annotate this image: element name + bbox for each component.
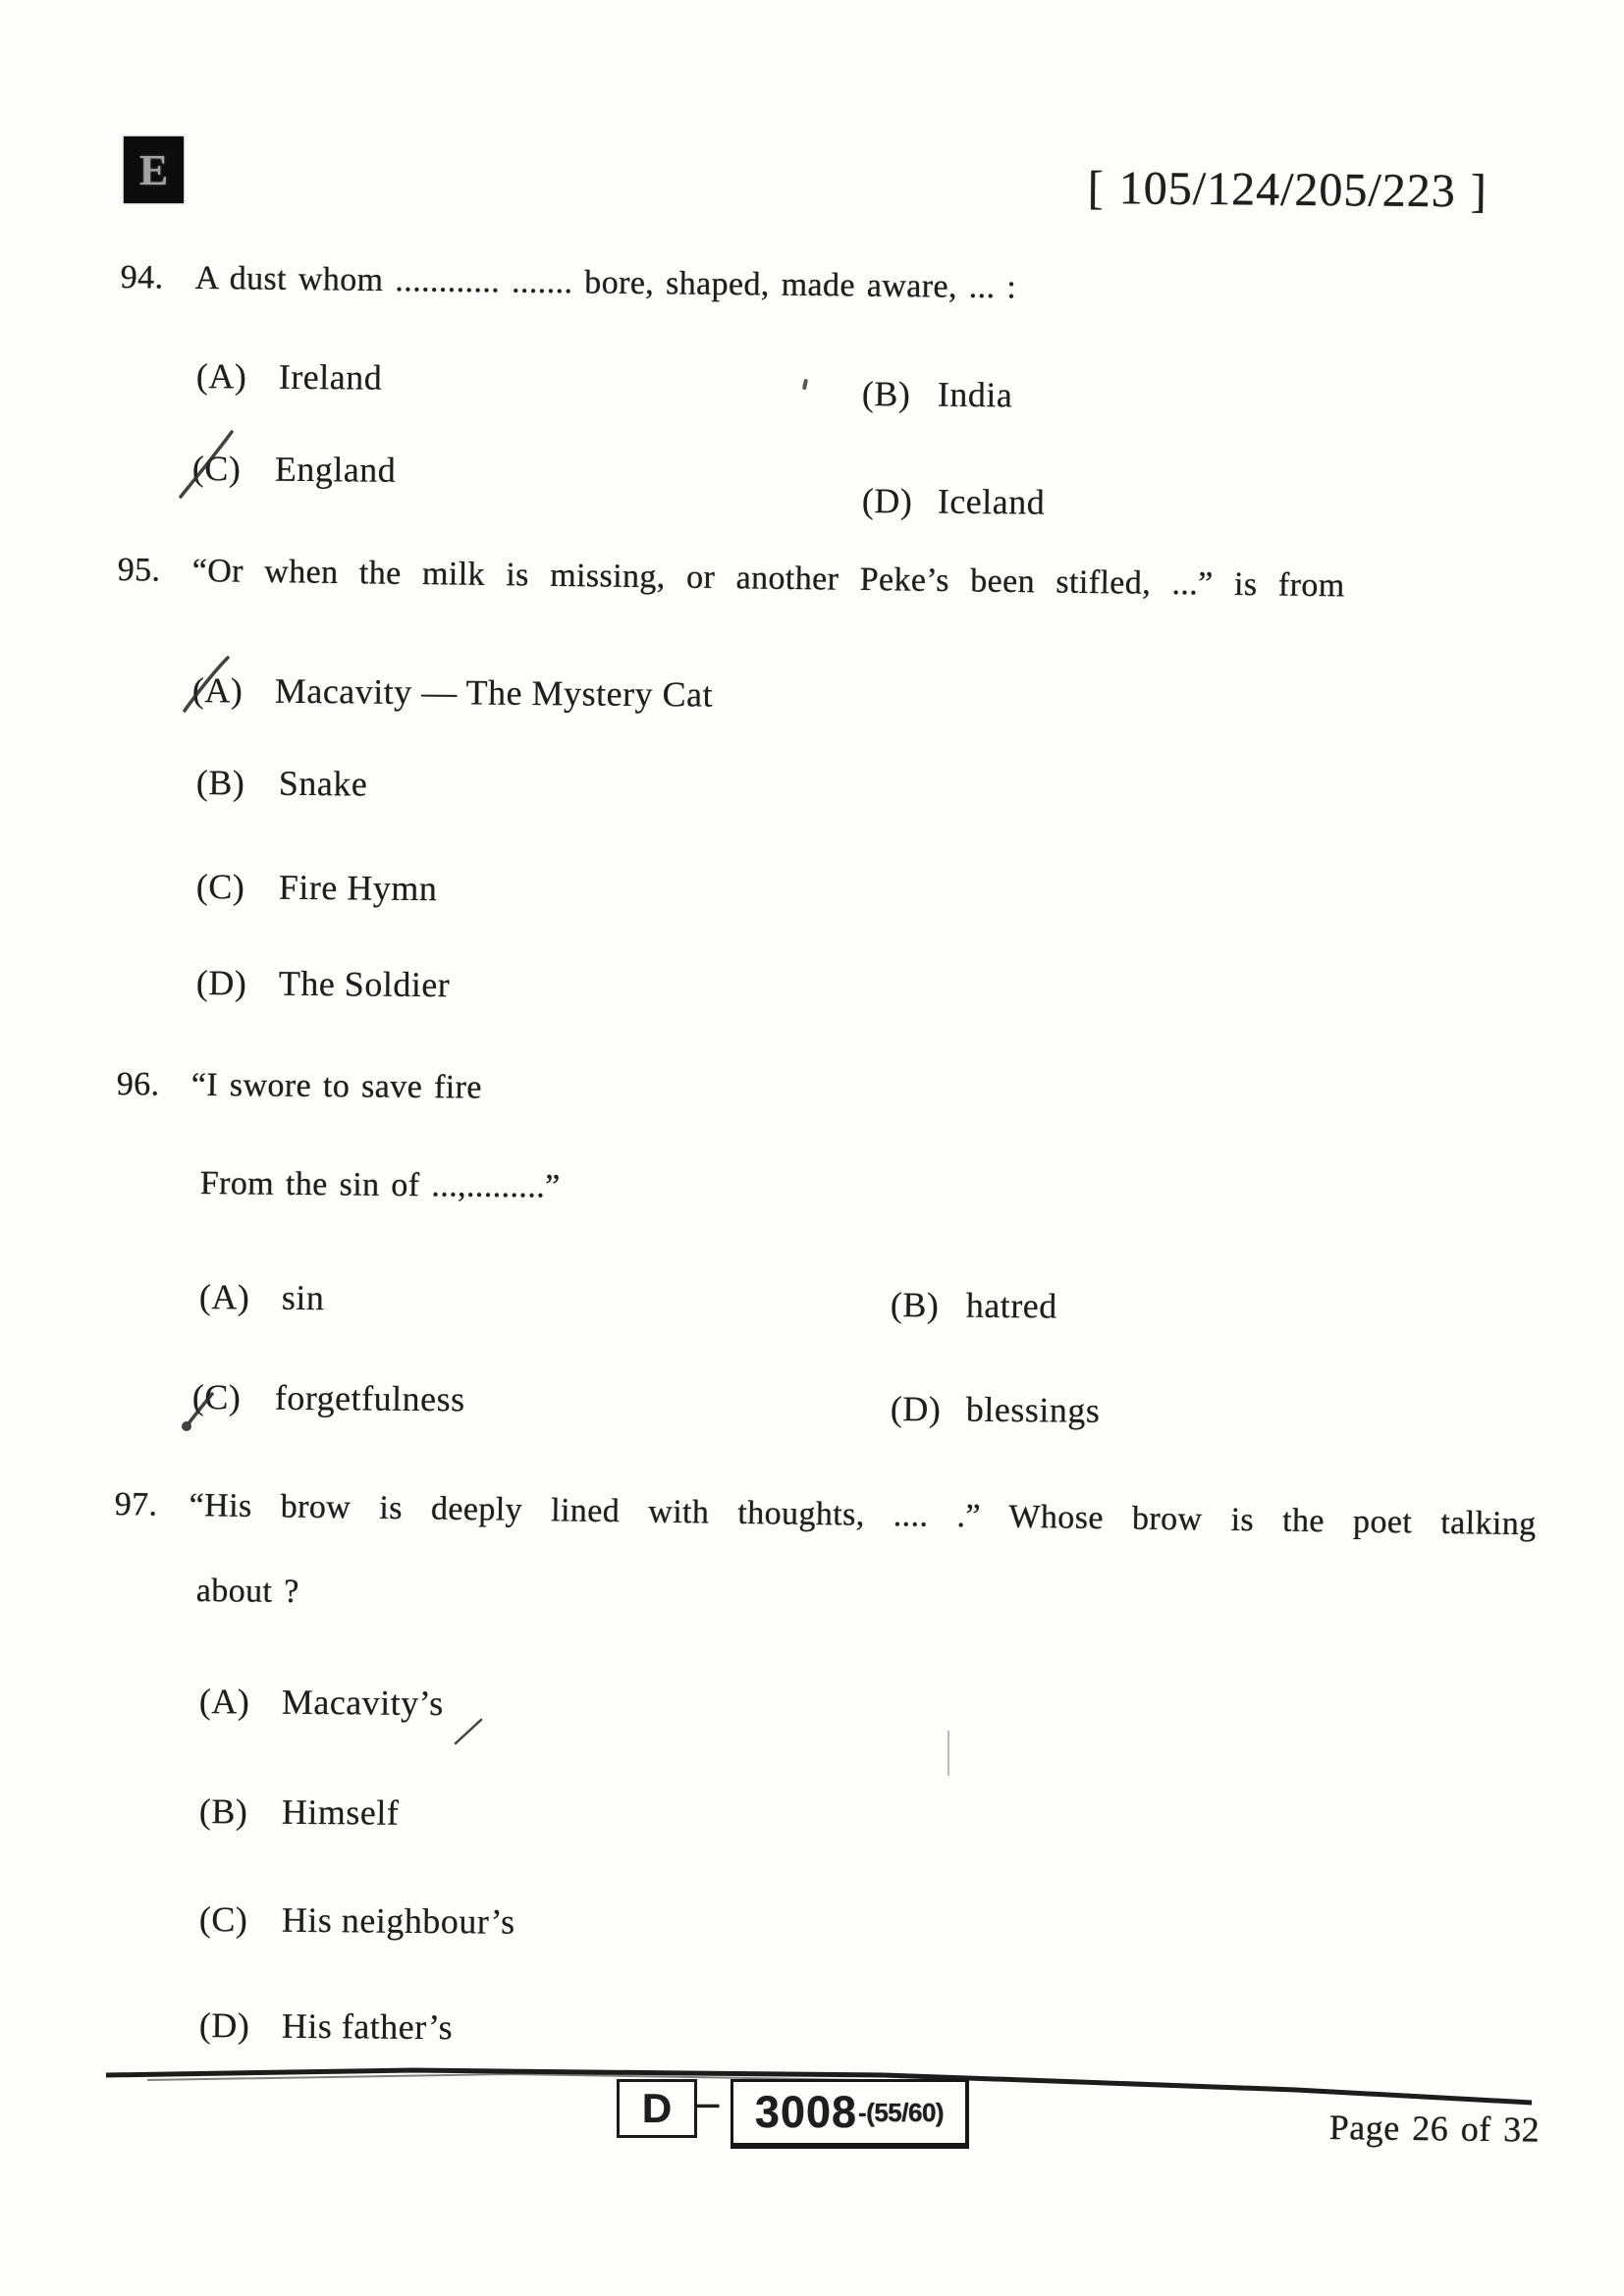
option-text: His father’s [281,2005,454,2048]
question-number: 95. [117,551,161,589]
option-label: (A) [195,355,247,397]
option-97-d [199,2004,454,2049]
series-badge [124,136,184,203]
option-label: (B) [195,762,245,803]
page-indicator: Page 26 of 32 [1328,2108,1541,2150]
option-text: Snake [278,763,368,804]
pen-tick-option-97-a [452,1716,487,1747]
option-label: (C) [195,866,245,907]
booklet-number: 3008 [754,2087,858,2137]
option-label: (D) [198,2005,250,2046]
option-label: (D) [890,1389,942,1429]
question-stem: From the sin of ...,.........” [199,1164,561,1205]
pen-slash-option-95-a [179,654,236,717]
option-label: (A) [198,1682,250,1722]
question-97-stem-line-1 [114,1484,1536,1546]
option-text: India [937,374,1013,415]
pen-slash-option-94-c [173,428,242,505]
option-label: (A) [198,1277,250,1317]
option-95-d [196,962,451,1006]
series-badge-letter: E [138,145,169,194]
option-label: (C) [191,1377,242,1417]
option-text: Himself [281,1791,400,1833]
option-94-a [196,355,383,400]
option-text: Ireland [278,356,383,398]
option-text: Fire Hymn [278,867,438,909]
option-96-d [891,1388,1101,1432]
stray-scan-mark [947,1731,949,1776]
pen-mark-option-96-c [177,1388,242,1437]
option-label: (C) [198,1899,248,1940]
option-text: sin [281,1277,325,1318]
question-stem: about ? [195,1572,299,1611]
option-text: Macavity’s [281,1682,444,1724]
option-94-b [862,373,1013,417]
option-96-b [891,1284,1057,1328]
option-96-a [199,1276,325,1319]
question-stem: “I swore to save fire [190,1066,483,1106]
option-text: Iceland [937,481,1046,522]
footer-separator: – [697,2078,719,2126]
option-97-a [199,1681,444,1725]
option-95-b [196,762,368,806]
question-stem: “Or when the milk is missing, or another Peke’s been stifled, ...” is from [191,552,1345,605]
option-text: Macavity — The Mystery Cat [274,670,714,715]
option-label: (C) [191,448,242,489]
option-label: (B) [861,373,911,414]
option-text: blessings [965,1389,1101,1430]
option-text: forgetfulness [274,1377,465,1419]
option-95-a [192,669,714,717]
option-text: hatred [965,1285,1057,1326]
question-number: 96. [116,1065,160,1103]
question-96-stem-line-1 [117,1064,482,1109]
question-stem: “His brow is deeply lined with thoughts, .... .” Whose brow is the poet talking [189,1487,1537,1543]
option-94-d [862,480,1046,524]
option-text: England [274,449,397,490]
option-label: (B) [198,1791,248,1832]
option-text: The Soldier [278,963,451,1005]
booklet-code-box [731,2079,969,2149]
option-97-c [199,1898,515,1944]
booklet-set-box [617,2079,697,2138]
question-97-stem-line-2 [196,1571,299,1614]
option-label: (D) [195,962,247,1003]
option-label: (A) [191,669,244,711]
paper-codes: [ 105/124/205/223 ] [1087,161,1488,218]
option-text: His neighbour’s [281,1899,515,1942]
option-label: (B) [890,1285,940,1325]
question-96-stem-line-2 [200,1163,561,1208]
stray-ink-mark [802,379,808,391]
question-number: 97. [114,1485,158,1523]
booklet-suffix: -(55/60) [858,2097,945,2127]
option-95-c [196,866,438,910]
question-94-stem-line [121,257,1017,309]
question-stem: A dust whom ............ ....... bore, shaped, made aware, ... : [194,259,1017,306]
question-95-stem-line [117,550,1344,608]
option-label: (D) [861,480,913,521]
question-number: 94. [120,258,164,296]
booklet-set-letter: D [641,2085,673,2131]
option-97-b [199,1790,400,1835]
